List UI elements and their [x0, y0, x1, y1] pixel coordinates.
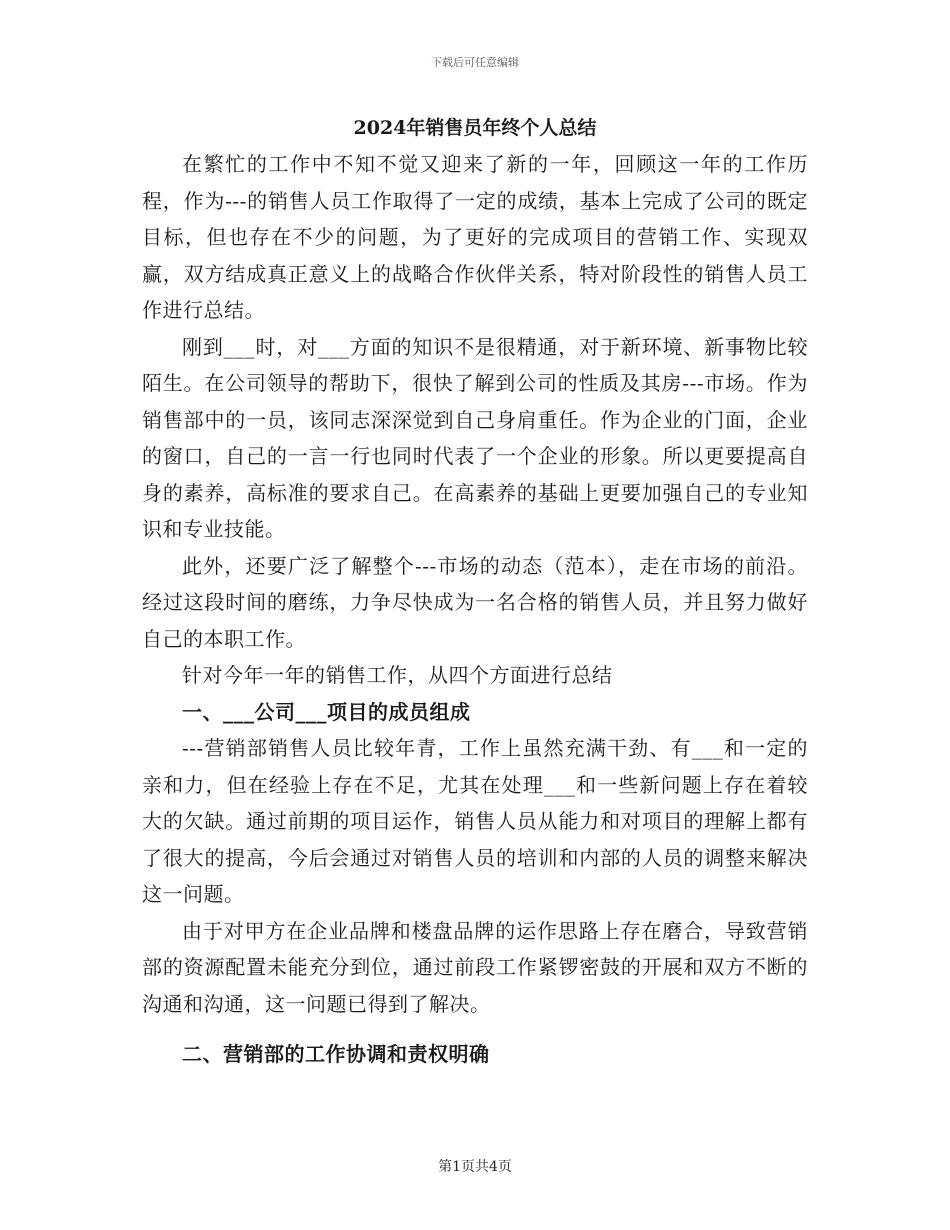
paragraph-arrival: 刚到___时，对___方面的知识不是很精通，对于新环境、新事物比较陌生。在公司领导的帮助下，很快了解到公司的性质及其房---市场。作为销售部中的一员，该同志深深觉到自己身肩重任。作为企业的门面，企业的窗口，自己的一言一行也同时代表了一个企业的形象。所以更要提高自身的素养，高标准的要求自己。在高素养的基础上更要加强自己的专业知识和专业技能。: [142, 334, 808, 541]
paragraph-team: ---营销部销售人员比较年青，工作上虽然充满干劲、有___和一定的亲和力，但在经验上存在不足，尤其在处理___和一些新问题上存在着较大的欠缺。通过前期的项目运作，销售人员从能力和对项目的理解上都有了很大的提高，今后会通过对销售人员的培训和内部的人员的调整来解决这一问题。: [142, 736, 808, 906]
paragraph-market: 此外，还要广泛了解整个---市场的动态（范本），走在市场的前沿。经过这段时间的磨练，力争尽快成为一名合格的销售人员，并且努力做好自己的本职工作。: [142, 553, 808, 651]
paragraph-resources: 由于对甲方在企业品牌和楼盘品牌的运作思路上存在磨合，导致营销部的资源配置未能充分到位，通过前段工作紧锣密鼓的开展和双方不断的沟通和沟通，这一问题已得到了解决。: [142, 918, 808, 1016]
section-heading-1: 一、___公司___项目的成员组成: [182, 699, 471, 724]
paragraph-intro: 在繁忙的工作中不知不觉又迎来了新的一年，回顾这一年的工作历程，作为---的销售人员工作取得了一定的成绩，基本上完成了公司的既定目标，但也存在不少的问题，为了更好的完成项目的营销工作、实现双赢，双方结成真正意义上的战略合作伙伴关系，特对阶段性的销售人员工作进行总结。: [142, 152, 808, 322]
page-footer: 第1页共4页: [438, 1159, 512, 1175]
header-note: 下载后可任意编辑: [431, 56, 519, 69]
section-heading-2: 二、营销部的工作协调和责权明确: [182, 1042, 490, 1066]
paragraph-summary-lead: 针对今年一年的销售工作，从四个方面进行总结: [182, 663, 613, 687]
document-body: [142, 110, 808, 1073]
document-title: 2024年销售员年终个人总结: [353, 117, 597, 139]
